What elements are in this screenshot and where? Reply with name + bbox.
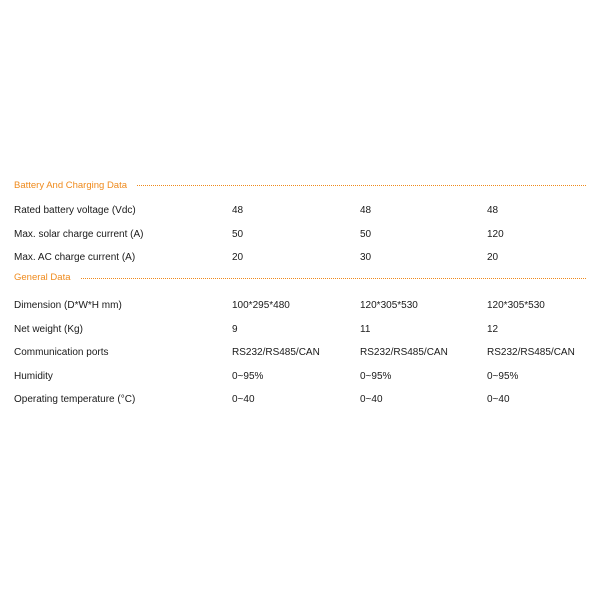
- spec-row: [14, 294, 586, 318]
- row-value-model-3: 20: [487, 252, 499, 264]
- spec-row: [14, 246, 586, 270]
- section-header: [14, 178, 586, 192]
- section-title: General Data: [14, 272, 71, 284]
- spec-row: [14, 365, 586, 389]
- row-label: Max. solar charge current (A): [14, 228, 144, 240]
- dotted-divider: [137, 185, 586, 186]
- row-value-model-2: 48: [360, 205, 372, 217]
- row-value-model-3: 0~40: [487, 394, 510, 406]
- row-value-model-2: 0~95%: [360, 370, 392, 382]
- row-value-model-1: 9: [232, 323, 238, 335]
- row-value-model-2: 30: [360, 252, 372, 264]
- row-label: Operating temperature (°C): [14, 394, 136, 406]
- section-header: [14, 271, 586, 285]
- spec-row: [14, 199, 586, 223]
- row-value-model-3: 120*305*530: [487, 300, 545, 312]
- row-value-model-1: 0~40: [232, 394, 255, 406]
- row-value-model-1: 50: [232, 228, 244, 240]
- general-data-section: [14, 271, 586, 412]
- row-label: Max. AC charge current (A): [14, 252, 136, 264]
- row-value-model-1: 20: [232, 252, 244, 264]
- row-label: Rated battery voltage (Vdc): [14, 205, 136, 217]
- battery-charging-section: [14, 178, 586, 270]
- row-value-model-1: 0~95%: [232, 370, 264, 382]
- row-value-model-2: 50: [360, 228, 372, 240]
- row-value-model-1: 48: [232, 205, 244, 217]
- row-value-model-1: RS232/RS485/CAN: [232, 347, 320, 359]
- row-value-model-1: 100*295*480: [232, 300, 290, 312]
- spec-row: [14, 341, 586, 365]
- dotted-divider: [81, 278, 586, 279]
- row-value-model-3: 48: [487, 205, 499, 217]
- spec-row: [14, 388, 586, 412]
- row-label: Humidity: [14, 370, 53, 382]
- row-value-model-2: 0~40: [360, 394, 383, 406]
- row-label: Net weight (Kg): [14, 323, 83, 335]
- row-value-model-3: 0~95%: [487, 370, 519, 382]
- spec-row: [14, 317, 586, 341]
- spec-row: [14, 223, 586, 247]
- row-value-model-2: 11: [360, 323, 371, 335]
- row-value-model-2: 120*305*530: [360, 300, 418, 312]
- row-value-model-2: RS232/RS485/CAN: [360, 347, 448, 359]
- section-title: Battery And Charging Data: [14, 179, 128, 191]
- row-label: Communication ports: [14, 347, 109, 359]
- row-label: Dimension (D*W*H mm): [14, 300, 122, 312]
- spec-table: [14, 178, 586, 412]
- row-value-model-3: RS232/RS485/CAN: [487, 347, 575, 359]
- row-value-model-3: 120: [487, 228, 504, 240]
- row-value-model-3: 12: [487, 323, 499, 335]
